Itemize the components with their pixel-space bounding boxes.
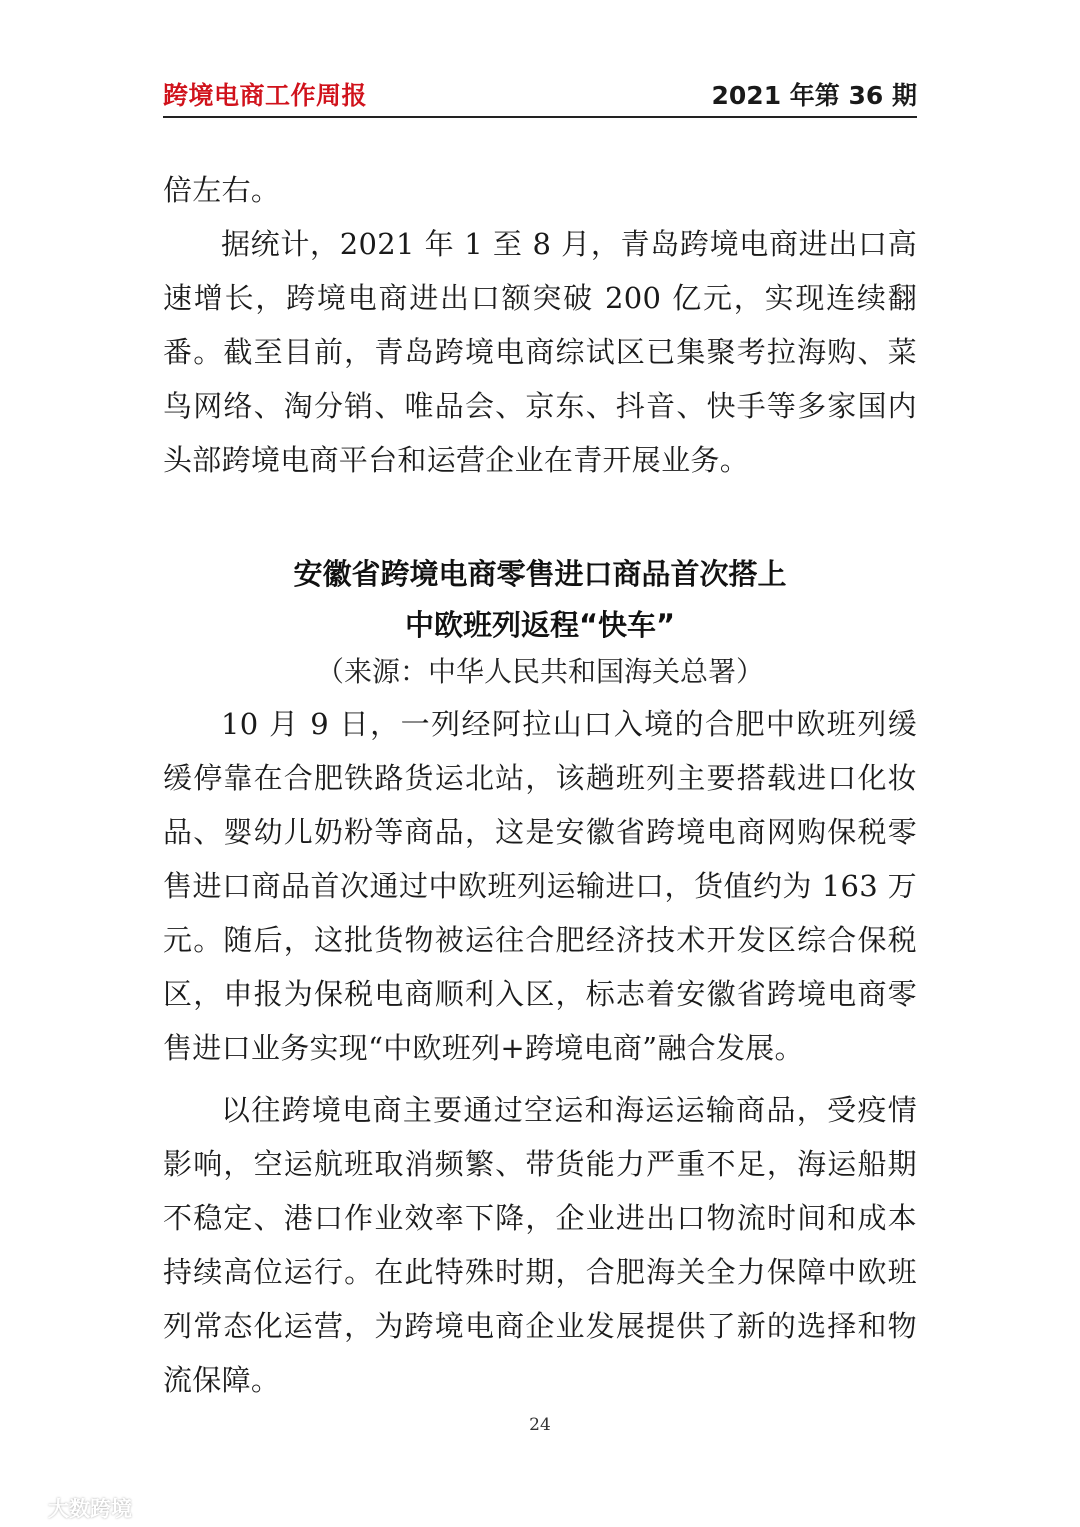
paragraph-train-arrival: 10 月 9 日，一列经阿拉山口入境的合肥中欧班列缓缓停靠在合肥铁路货运北站，该趟班列主要搭载进口化妆品、婴幼儿奶粉等商品，这是安徽省跨境电商网购保税零售进口商品首次通过中欧班列运输进口，货值约为 163 万元。随后，这批货物被运往合肥经济技术开发区综合保税区，申报为保税电商顺利入区，标志着安徽省跨境电商零售进口业务实现“中欧班列+跨境电商”融合发展。 <box>163 707 917 1065</box>
publication-title: 跨境电商工作周报 <box>163 81 368 110</box>
watermark <box>8 1493 132 1523</box>
paragraph-logistics: 以往跨境电商主要通过空运和海运运输商品，受疫情影响，空运航班取消频繁、带货能力严重不足，海运船期不稳定、港口作业效率下降，企业进出口物流时间和成本持续高位运行。在此特殊时期，合肥海关全力保障中欧班列常态化运营，为跨境电商企业发展提供了新的选择和物流保障。 <box>163 1093 917 1397</box>
paragraph-continuation: 倍左右。 <box>163 173 281 207</box>
article-source: （来源：中华人民共和国海关总署） <box>315 655 764 688</box>
issue-number: 2021 年第 36 期 <box>711 81 917 110</box>
article-title-line-1: 安徽省跨境电商零售进口商品首次搭上 <box>293 557 787 591</box>
watermark-text: 大数跨境 <box>48 1497 132 1521</box>
article-title-line-2: 中欧班列返程“快车” <box>404 608 676 642</box>
article-body-paragraph-1 <box>163 697 917 1075</box>
page-header <box>163 76 917 118</box>
paragraph-qingdao-stats: 据统计，2021 年 1 至 8 月，青岛跨境电商进出口高速增长，跨境电商进出口额突破 200 亿元，实现连续翻番。截至目前，青岛跨境电商综试区已集聚考拉海购、菜鸟网络、淘分销、唯品会、京东、抖音、快手等多家国内头部跨境电商平台和运营企业在青开展业务。 <box>163 227 917 477</box>
page-number: 24 <box>529 1415 551 1435</box>
weibo-logo-icon <box>8 1495 42 1521</box>
article-body-paragraph-2 <box>163 1083 917 1407</box>
top-text-block <box>163 163 917 487</box>
